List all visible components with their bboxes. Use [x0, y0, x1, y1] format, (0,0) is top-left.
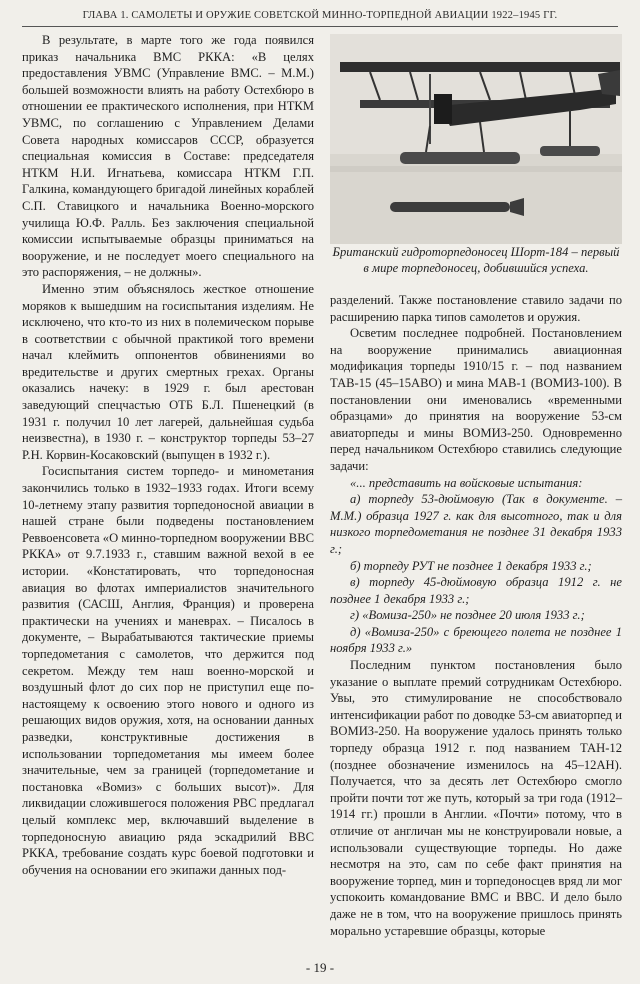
quote-block: [330, 475, 622, 658]
seaplane-photo: [330, 34, 622, 244]
upper-wing: [340, 62, 620, 72]
quote-line: б) торпеду РУТ не позднее 1 декабря 1933 г.;: [350, 558, 592, 573]
float-tail: [540, 146, 600, 156]
paragraph: Именно этим объяснялось жесткое отношение моряков к вышедшим на госиспытания изделиям. Не исключено, что кто-то из них в полемическом порыве в соответствии с обычной практикой того времени начал клеймить оппонентов обвинениями во вредительстве и других смертных грехах. Органы оказались начеку: в 1929 г. был арестован заведующий спецчастью ОТБ Б.Л. Пшенецкий (в 1931 г. получил 10 лет лагерей, дальнейшая судьба неизвестна), в 1930 г. – конструктор торпеды 53–27 Р.Н. Корвин-Косаковский (выпущен в 1932 г.).: [22, 281, 314, 462]
torpedo: [390, 202, 510, 212]
quote-line: а) торпеду 53-дюймовую (Так в документе. – М.М.) образца 1927 г. как для высотного, так и для низкого торпедометания не позднее 31 декабря 1933 г.;: [330, 492, 622, 556]
quote-line: в) торпеду 45-дюймовую образца 1912 г. не позднее 1 декабря 1933 г.;: [330, 575, 622, 606]
quote-line: г) «Вомиза-250» не позднее 20 июля 1933 г.;: [350, 608, 585, 623]
right-column: [330, 292, 622, 939]
seaplane-illustration: [330, 34, 622, 244]
paragraph: Осветим последнее подробней. Постановлением на вооружение принимались авиационная модификация торпеды 1910/15 г. – под названием ТАВ-15 (45–15АВО) и мина МАВ-1 (ВОМИЗ-100). В постановлении они именовались «временными образцами» до принятия на вооружение 53-см авиаторпеды и мины ВОМИЗ-250. Одновременно перед начальником Остехбюро ставились следующие задачи:: [330, 326, 622, 473]
paragraph: Госиспытания систем торпедо- и минометания закончились только в 1932–1933 годах. Итоги всему 10-летнему этапу развития торпедоносной авиации в нашей стране были подведены постановлением Реввоенсовета «О минно-торпедном вооружении ВВС РККА» от 9.7.1933 г., ставшим важной вехой в ее истории. «Констатировать, что торпедоносная авиация во флотах империалистов значительного развития (САСШ, Англия, Франция) и проверена практически на учениях и маневрах. – Писалось в документе, – Вырабатываются тактические приемы торпедометания с самолетов, что держится под секретом. Между тем наш военно-морской и воздушный флот до сих пор не приступил еще по-настоящему к освоению этого нового и одного из решающих видов оружия, хотя, на основании данных разведки, конструктивные достижения в использовании торпедометания мы имеем более значительные, чем за границей (торпедометание и постановка «Вомиз» с больших высот)». Для ликвидации сложившегося положения РВС предлагал целый комплекс мер, включавший выделение в торпедоносную авиацию ряда эскадрилий ВВС РККА, требование создать курс боевой подготовки и обучения на основании его экипажи данных под-: [22, 464, 314, 877]
page-number: - 19 -: [305, 960, 335, 975]
paragraph: В результате, в марте того же года появился приказ начальника ВМС РККА: «В целях предоставления УВМС (Управление ВМС. – М.М.) большей возможности влиять на работу Остехбюро в отношении ее практического исполнения, при НТКМ УВМС, по соглашению с Управлением Делами Совета народных комиссаров СССР, образуется специальная комиссия в Составе: председателя НТКМ Н.И. Игнатьева, комиссара НТКМ Г.П. Галкина, командующего бригадой линейных кораблей С.П. Ставицкого и начальника Военно-морского училища Ю.Ф. Ралль. Без заключения специальной комиссии испытываемые образцы приниматься на вооружение, и не последует моего специального на это распоряжения, – не должны».: [22, 33, 314, 280]
header-rule: [22, 26, 618, 27]
paragraph: разделений. Также постановление ставило задачи по расширению парка типов самолетов и оружия.: [330, 293, 622, 324]
figure-caption: Британский гидроторпедоносец Шорт-184 – первый в мире торпедоносец, добившийся успеха.: [332, 245, 620, 275]
running-header: ГЛАВА 1. САМОЛЕТЫ И ОРУЖИЕ СОВЕТСКОЙ МИННО-ТОРПЕДНОЙ АВИАЦИИ 1922–1945 ГГ.: [82, 10, 558, 21]
left-column: [22, 32, 314, 878]
quote-line: д) «Вомиза-250» с бреющего полета не позднее 1 ноября 1933 г.»: [330, 624, 622, 656]
float-left: [400, 152, 520, 164]
quote-line: «... представить на войсковые испытания:: [350, 475, 583, 490]
paragraph: Последним пунктом постановления было указание о выплате премий сотрудникам Остехбюро. Увы, это стимулирование не способствовало интенсификации работ по доводке 53-см авиаторпед и ВОМИЗ-250. На вооружение удалось принять только торпеду образца 1912 г. под названием ТАН-12 (позднее обозначение изменилось на 45–12АН). Получается, что за десять лет Остехбюро смогло пройти почти тот же путь, который за три года (1912–1914 гг.) прошли в Англии. «Почти» потому, что в отличие от англичан мы не конструировали новые, а использовали существующие торпеды. Но даже несмотря на это, сам по себе факт принятия на вооружение торпед, мин и торпедоносцев вряд ли мог успокоить командование ВМС и ВВС. И дело было даже не в том, что на вооружение пришлось принять морально устаревшие образцы, которые: [330, 658, 622, 938]
